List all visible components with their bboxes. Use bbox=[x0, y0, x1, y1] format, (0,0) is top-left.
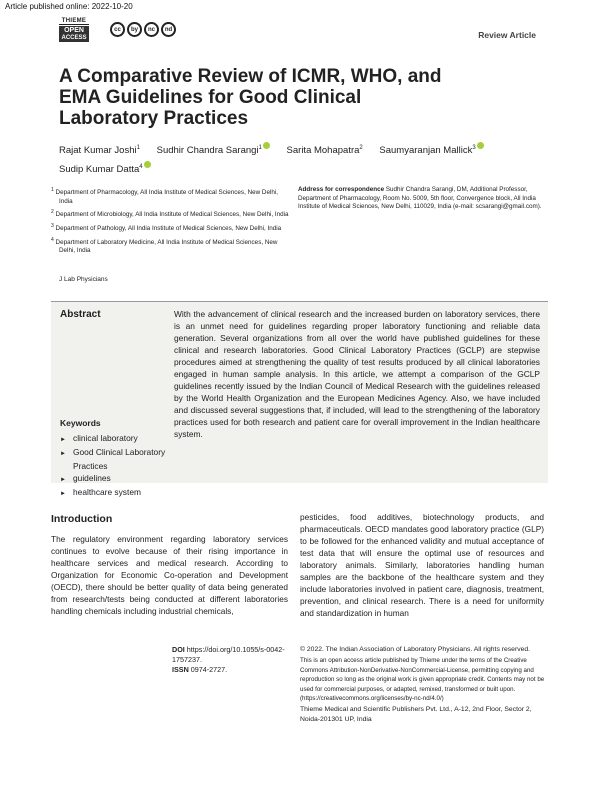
keyword-list bbox=[60, 432, 172, 500]
copyright-line: © 2022. The Indian Association of Laboratory Physicians. All rights reserved. bbox=[300, 646, 531, 653]
doi-label: DOI bbox=[172, 645, 185, 654]
author-affiliation-number: 1 bbox=[136, 145, 140, 151]
cc-by-icon: by bbox=[127, 22, 142, 37]
article-title: A Comparative Review of ICMR, WHO, and EMA Guidelines for Good Clinical Laboratory Practices bbox=[59, 66, 442, 129]
author bbox=[157, 145, 270, 156]
author-affiliation-number: 2 bbox=[359, 145, 363, 151]
affiliation-number: 1 bbox=[51, 187, 54, 193]
introduction-heading: Introduction bbox=[51, 513, 113, 525]
logo-line-1: THIEME bbox=[59, 18, 89, 25]
keyword-item[interactable]: ► guidelines bbox=[60, 472, 172, 486]
affiliations bbox=[51, 186, 291, 258]
doi-block bbox=[172, 645, 292, 675]
open-access-notice: This is an open access article published by Thieme under the terms of the Creative Commons Attribution-NonDerivative-NonCommercial-License, permitting copying and reproduction so long as the original work is given appropriate credit. Contents may not be used for commercial purposes, or adapted, remixed, transformed or built upon. (https://creativecommons.org/licenses/by-nc-nd/4.0/) bbox=[300, 657, 545, 702]
keyword-item[interactable]: ► healthcare system bbox=[60, 486, 172, 500]
journal-name: J Lab Physicians bbox=[59, 276, 108, 283]
introduction-text-left: The regulatory environment regarding laboratory services continues to evolve because of their rising importance in healthcare services and medical research. According to Organization for Economic Co-operation and Development (OECD), there should be better quality of data being generated from research/tests being conducted at different laboratories handling chemicals including industrial chemicals, bbox=[51, 534, 288, 616]
author bbox=[59, 164, 151, 175]
affiliation-text: Department of Pathology, All India Institute of Medical Sciences, New Delhi, India bbox=[55, 225, 282, 233]
author-name: Saumyaranjan Mallick bbox=[379, 145, 473, 157]
copyright-block bbox=[300, 645, 552, 725]
abstract-heading: Abstract bbox=[60, 309, 101, 320]
cc-nc-icon: nc bbox=[144, 22, 159, 37]
publisher-address: Thieme Medical and Scientific Publishers Pvt. Ltd., A-12, 2nd Floor, Sector 2, Noida-201301 UP, India bbox=[300, 705, 532, 723]
keywords-heading: Keywords bbox=[60, 418, 101, 428]
affiliation-text: Department of Pharmacology, All India Institute of Medical Sciences, New Delhi, India bbox=[55, 189, 279, 205]
affiliation bbox=[51, 222, 291, 234]
correspondence-text: Sudhir Chandra Sarangi, DM, Additional Professor, Department of Pharmacology, Room No. 5009, 5th floor, Convergence block, All India Institute of Medical Sciences, New Delhi, 110029, India (e-mail: scsarangi@gmail.com). bbox=[298, 186, 542, 211]
cc-icon: cc bbox=[110, 22, 125, 37]
affiliation bbox=[51, 236, 291, 256]
author-affiliation-number: 1 bbox=[258, 145, 262, 151]
affiliation-number: 2 bbox=[51, 209, 54, 216]
orcid-icon[interactable] bbox=[144, 161, 151, 168]
affiliation-text: Department of Laboratory Medicine, All India Institute of Medical Sciences, New Delhi, India bbox=[55, 238, 278, 255]
keyword-item[interactable]: ► Good Clinical Laboratory Practices bbox=[60, 446, 172, 472]
author-affiliation-number: 3 bbox=[472, 145, 476, 151]
logo-line-2: OPEN bbox=[59, 26, 89, 35]
correspondence-label: Address for correspondence bbox=[298, 186, 385, 193]
orcid-icon[interactable] bbox=[477, 142, 484, 149]
abstract-box bbox=[51, 301, 548, 497]
thieme-open-access-logo bbox=[59, 18, 89, 40]
abstract-text: With the advancement of clinical research and the increased burden on laboratory services, there is an unmet need for guidelines regarding proper laboratory functioning and reliable data generation. Several organizations from all over the world have published guidelines for these clinical and research laboratories. Good Clinical Laboratory Practices (GCLP) are stepwise procedures aimed at strengthening the quality of test results produced by all clinical laboratories engaged in human sample analysis. In this article, we attempt a comparison of the GCLP guidelines recently issued by the Indian Council of Medical Research with the guidelines released by the World Health Organization and the European Medicines Agency. Also, we have included and discussed several suggestions that, if included, will lead to the strengthening of the laboratory practices used for both research and patient care for overall improvement in the Indian healthcare system. bbox=[174, 309, 540, 439]
author-name: Sudhir Chandra Sarangi bbox=[156, 145, 259, 157]
author bbox=[379, 145, 483, 156]
orcid-icon[interactable] bbox=[263, 142, 270, 149]
introduction-text-right: pesticides, food additives, biotechnology products, and pharmaceuticals. OECD mandates good laboratory practice (GLP) to be followed for the enhanced validity and mutual acceptance of test data that will ensure the optimal use of resources and laboratory animals. Similarly, laboratories handling human samples are the backbone of the healthcare system and they include laboratories involved in patient care, diagnosis, treatment, prevention, and clinical research. There is a need for uniformity and standardization in human bbox=[300, 512, 544, 618]
doi-link[interactable]: https://doi.org/10.1055/s-0042-1757237. bbox=[172, 645, 285, 664]
publication-date: Article published online: 2022-10-20 bbox=[5, 2, 133, 11]
cc-nd-icon: nd bbox=[161, 22, 176, 37]
author bbox=[287, 145, 363, 156]
affiliation bbox=[51, 208, 291, 220]
creative-commons-badges bbox=[110, 22, 176, 37]
affiliation-number: 4 bbox=[51, 236, 54, 243]
author-name: Sarita Mohapatra bbox=[286, 145, 360, 157]
author-affiliation-number: 4 bbox=[139, 164, 143, 171]
issn-label: ISSN bbox=[172, 665, 189, 674]
author bbox=[59, 145, 140, 156]
author-name: Rajat Kumar Joshi bbox=[59, 145, 137, 157]
affiliation-number: 3 bbox=[51, 222, 54, 229]
author-list bbox=[59, 140, 539, 178]
author-name: Sudip Kumar Datta bbox=[59, 164, 140, 176]
logo-line-3: ACCESS bbox=[59, 35, 89, 42]
keyword-item[interactable]: ► clinical laboratory bbox=[60, 432, 172, 446]
article-type: Review Article bbox=[478, 30, 536, 40]
affiliation bbox=[51, 186, 291, 206]
issn-value: 0974-2727. bbox=[190, 665, 228, 674]
correspondence bbox=[298, 186, 546, 212]
affiliation-text: Department of Microbiology, All India Institute of Medical Sciences, New Delhi, India bbox=[55, 211, 289, 219]
